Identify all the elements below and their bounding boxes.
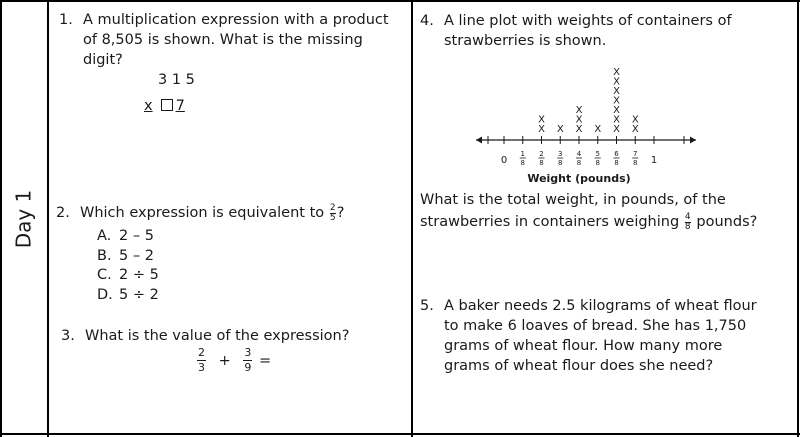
missing-digit-box — [161, 99, 173, 111]
q3-plus: + — [218, 352, 231, 369]
plot-mark: X — [613, 114, 620, 126]
option-a: A. 2 – 5 — [97, 228, 154, 244]
q1-line: A multiplication expression with a product — [83, 12, 389, 28]
axis-arrow-right — [690, 137, 696, 144]
q5-line: to make 6 loaves of bread. She has 1,750 — [444, 318, 747, 334]
q4-number: 4. — [420, 13, 434, 29]
plot-mark: X — [613, 76, 620, 88]
q4-line: strawberries is shown. — [444, 33, 607, 49]
day-label-cell — [0, 0, 47, 437]
q5-number: 5. — [420, 298, 434, 314]
q1-bottom-factor — [144, 98, 185, 114]
q1-times-sign: x — [144, 98, 153, 114]
plot-mark: X — [575, 105, 583, 116]
option-d: D. 5 ÷ 2 — [97, 287, 159, 303]
q2-qmark: ? — [336, 205, 345, 221]
plot-mark: X — [631, 114, 639, 126]
q2-prompt: Which expression is equivalent to — [80, 205, 325, 221]
q4-followup-line: What is the total weight, in pounds, of the — [420, 192, 726, 208]
q3-prompt: What is the value of the expression? — [85, 328, 350, 344]
border-bottom — [0, 433, 800, 435]
border-top — [0, 0, 800, 2]
tick-label: 0 — [500, 155, 508, 166]
tick-label-numerator: 5 — [595, 150, 600, 158]
q3-expression — [197, 347, 271, 374]
tick-label-denominator: 8 — [576, 159, 582, 167]
plot-mark: X — [613, 95, 620, 107]
q1-line: of 8,505 is shown. What is the missing — [83, 32, 363, 48]
border-right — [797, 0, 799, 437]
tick-label-denominator: 8 — [520, 159, 525, 167]
q2-fraction: $\frac{2}{5}$ — [329, 202, 336, 223]
plot-mark: X — [613, 124, 620, 135]
day-label: Day 1 — [11, 189, 36, 248]
q4-line: A line plot with weights of containers of — [444, 13, 732, 29]
q1-top-factor: 3 1 5 — [158, 72, 195, 88]
tick-label-numerator: 6 — [614, 150, 619, 158]
q3-fraction-a: $\frac{2}{3}$ — [198, 346, 205, 374]
plot-mark: X — [575, 124, 583, 135]
plot-mark: X — [538, 114, 545, 126]
tick-label-numerator: 4 — [576, 150, 582, 158]
plot-mark: X — [556, 124, 564, 135]
tick-label: 1 — [650, 155, 658, 166]
q4-followup-end: pounds? — [696, 214, 758, 230]
q3-equals: = — [258, 352, 272, 369]
q4-followup-line: strawberries in containers weighing — [420, 214, 680, 230]
plot-mark: X — [538, 124, 545, 135]
tick-label-denominator: 8 — [633, 159, 638, 167]
q3-fraction-b: $\frac{3}{9}$ — [244, 346, 252, 374]
option-b: B. 5 – 2 — [97, 248, 154, 264]
plot-mark: X — [575, 114, 583, 126]
q4-fraction: $\frac{4}{8}$ — [684, 211, 691, 232]
tick-label-denominator: 8 — [558, 159, 563, 167]
q4-followup — [420, 189, 757, 233]
plot-mark: X — [613, 105, 620, 116]
q1-line: digit? — [83, 52, 123, 68]
plot-mark: X — [613, 86, 620, 97]
q1-bottom-digit: 7 — [175, 98, 185, 114]
tick-label-denominator: 8 — [595, 159, 600, 167]
tick-label-numerator: 3 — [558, 150, 563, 158]
tick-label-numerator: 1 — [520, 150, 525, 158]
tick-label-denominator: 8 — [614, 159, 619, 167]
tick-label-numerator: 7 — [633, 150, 638, 158]
plot-mark: X — [631, 124, 639, 135]
plot-mark: X — [594, 124, 602, 135]
x-axis-label: Weight (pounds) — [527, 172, 631, 185]
tick-label-denominator: 8 — [539, 159, 544, 167]
q5-line: grams of wheat flour does she need? — [444, 358, 714, 374]
line-plot — [470, 58, 710, 188]
axis-arrow-left — [476, 137, 482, 144]
q5-line: A baker needs 2.5 kilograms of wheat flour — [444, 298, 757, 314]
q3-number: 3. — [61, 328, 75, 344]
border-day-column — [47, 0, 49, 437]
option-c: C. 2 ÷ 5 — [97, 267, 159, 283]
q2-number: 2. — [56, 205, 70, 221]
border-middle — [411, 0, 413, 437]
tick-label-numerator: 2 — [539, 150, 544, 158]
q5-line: grams of wheat flour. How many more — [444, 338, 723, 354]
q1-number: 1. — [59, 12, 73, 28]
plot-mark: X — [613, 67, 620, 78]
